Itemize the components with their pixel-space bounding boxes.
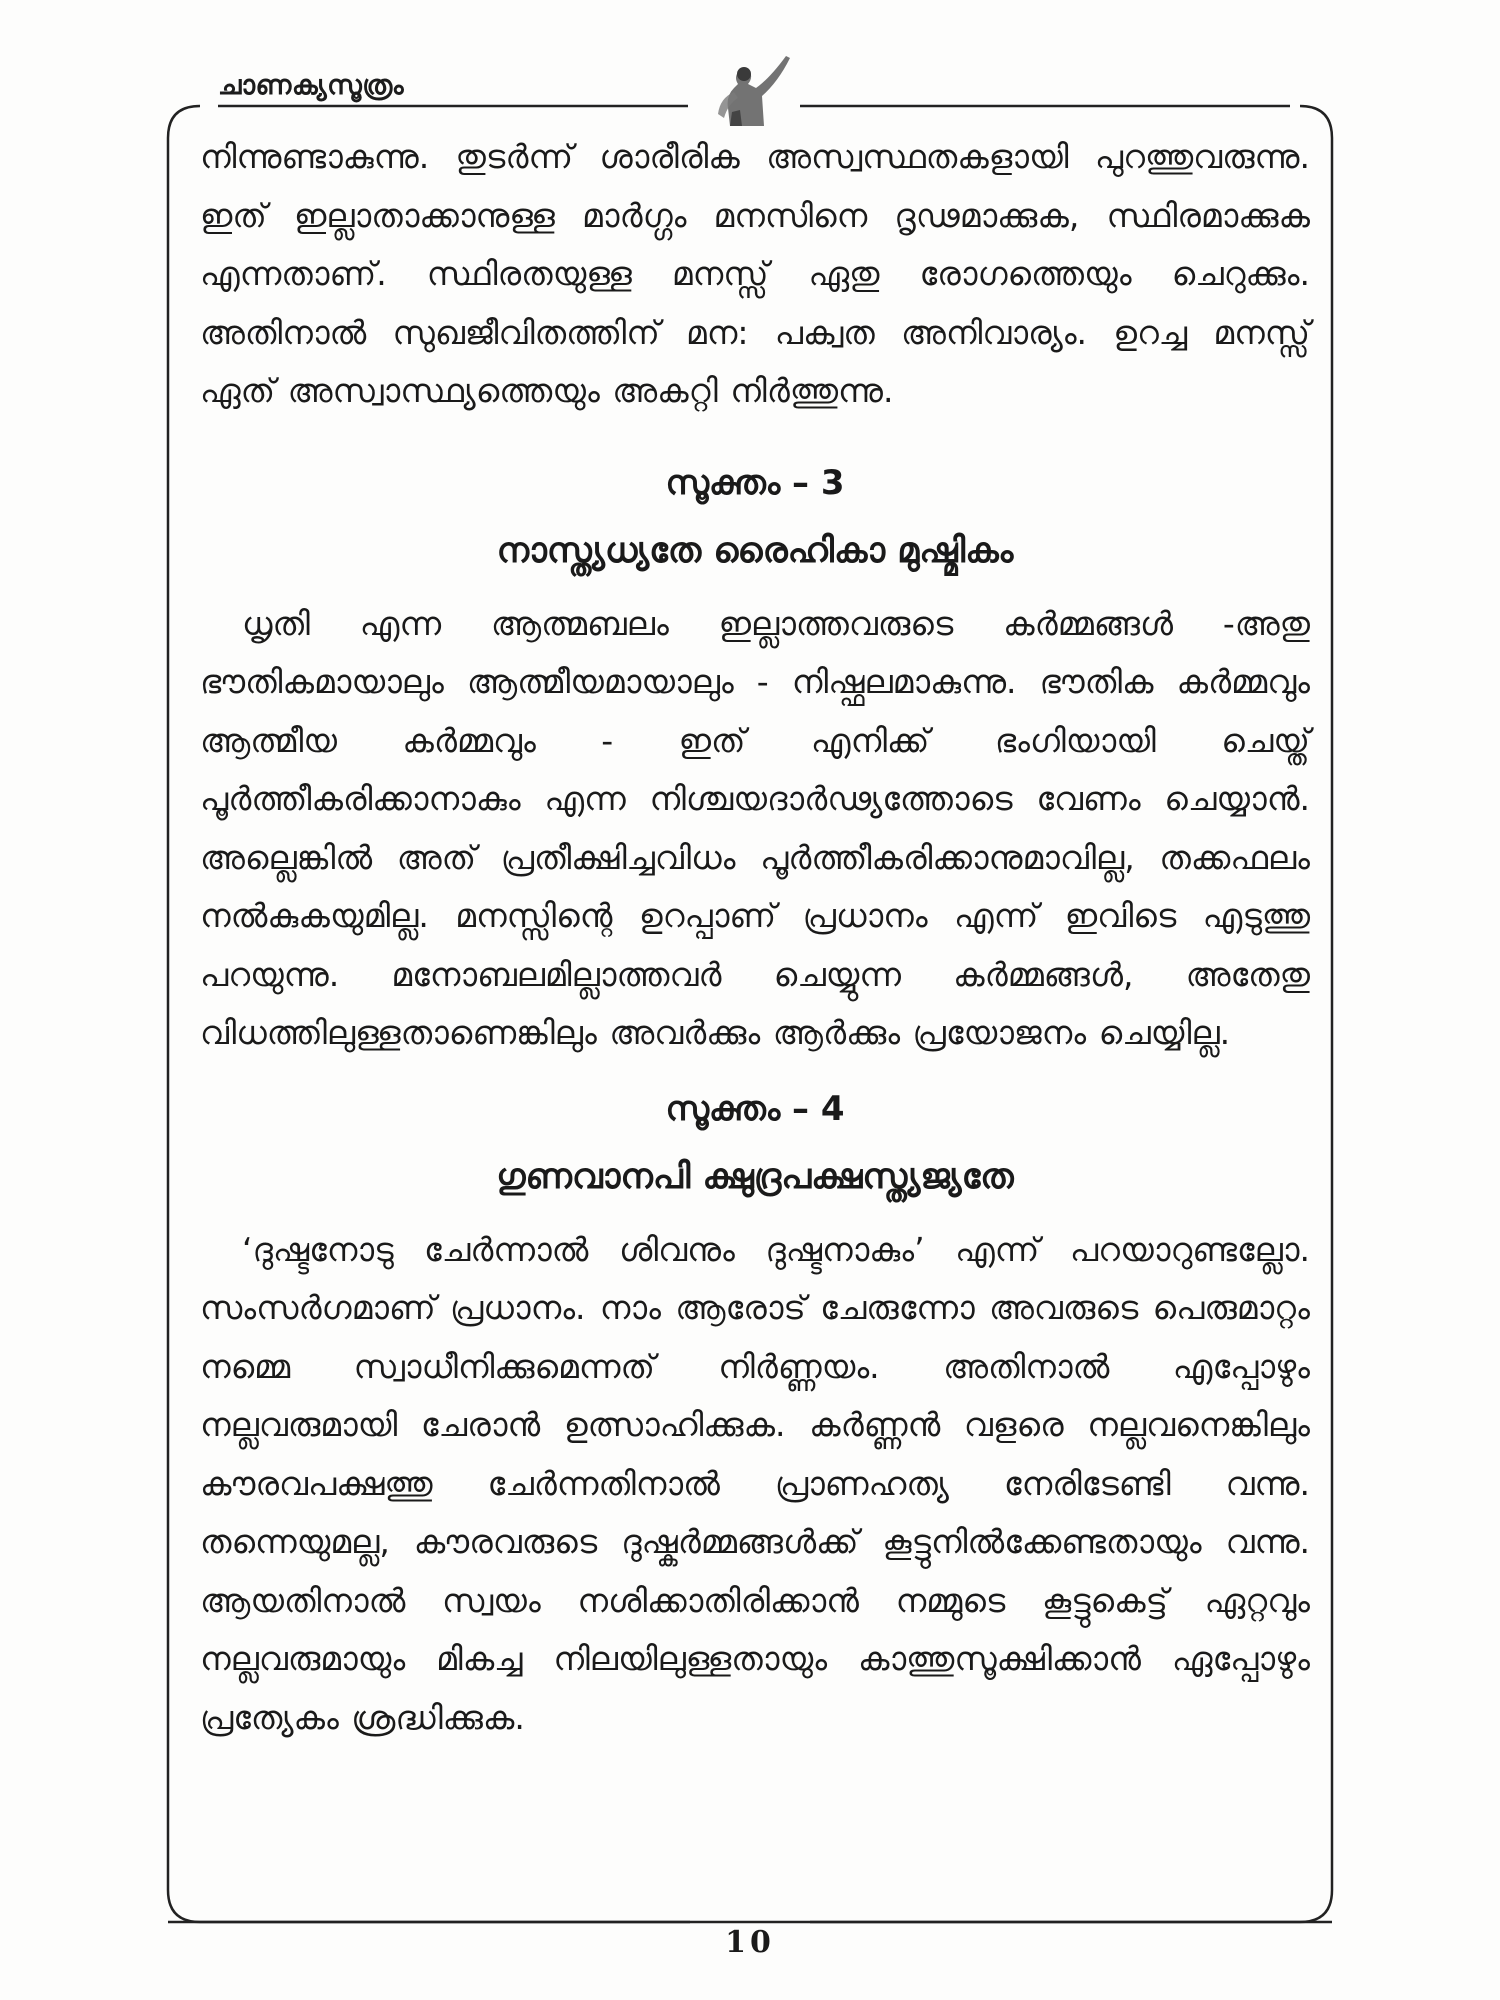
sukta-4-number: സൂക്തം – 4 <box>665 1088 845 1129</box>
sukta-4-title: ഗുണവാനപി ക്ഷുദ്രപക്ഷസ്ത്യജ്യതേ <box>496 1156 1014 1197</box>
chanakya-figure-icon <box>690 48 800 128</box>
book-title: ചാണക്യസൂത്രം <box>218 70 405 101</box>
sukta-3-number: സൂക്തം – 3 <box>665 462 845 503</box>
intro-paragraph: നിന്നുണ്ടാകുന്നു. തുടർന്ന് ശാരീരിക അസ്വസ്ഥതകളായി പുറത്തുവരുന്നു. ഇത് ഇല്ലാതാക്കാനുള്ള മാർഗ്ഗം മനസിനെ ദൃഢമാക്കുക, സ്ഥിരമാക്കുക എന്നതാണ്. സ്ഥിരതയുള്ള മനസ്സ് ഏതു രോഗത്തെയും ചെറുക്കും. അതിനാൽ സുഖജീവിതത്തിന് മന: പക്വത അനിവാര്യം. ഉറച്ച മനസ്സ് ഏത് അസ്വാസ്ഥ്യത്തെയും അകറ്റി നിർത്തുന്നു. <box>200 137 1310 410</box>
sukta-3-title: നാസ്ത്യധ്യതേ രൈഹികാ മുഷ്മികം <box>496 530 1014 571</box>
sukta-4-paragraph: ‘ദുഷ്ടനോടു ചേർന്നാൽ ശിവനും ദുഷ്ടനാകും’ എന്ന് പറയാറുണ്ടല്ലോ. സംസർഗമാണ് പ്രധാനം. നാം ആരോട് ചേരുന്നോ അവരുടെ പെരുമാറ്റം നമ്മെ സ്വാധീനിക്കുമെന്നത് നിർണ്ണയം. അതിനാൽ എപ്പോഴും നല്ലവരുമായി ചേരാൻ ഉത്സാഹിക്കുക. കർണ്ണൻ വളരെ നല്ലവനെങ്കിലും കൗരവപക്ഷത്തു ചേർന്നതിനാൽ പ്രാണഹത്യ നേരിടേണ്ടി വന്നു. തന്നെയുമല്ല, കൗരവരുടെ ദുഷ്കർമ്മങ്ങൾക്ക് കൂട്ടുനിൽക്കേണ്ടതായും വന്നു. ആയതിനാൽ സ്വയം നശിക്കാതിരിക്കാൻ നമ്മുടെ കൂട്ടുകെട്ട് ഏറ്റവും നല്ലവരുമായും മികച്ച നിലയിലുള്ളതായും കാത്തുസൂക്ഷിക്കാൻ ഏപ്പോഴും പ്രത്യേകം ശ്രദ്ധിക്കുക. <box>200 1229 1310 1737</box>
page-number: 10 <box>725 1925 775 1960</box>
sukta-3-paragraph: ധൃതി എന്ന ആത്മബലം ഇല്ലാത്തവരുടെ കർമ്മങ്ങൾ -അതു ഭൗതികമായാലും ആത്മീയമായാലും - നിഷ്ഫലമാകുന്നു. ഭൗതിക കർമ്മവും ആത്മീയ കർമ്മവും - ഇത് എനിക്ക് ഭംഗിയായി ചെയ്ത് പൂർത്തീകരിക്കാനാകും എന്ന നിശ്ചയദാർഢ്യത്തോടെ വേണം ചെയ്യാൻ. അല്ലെങ്കിൽ അത് പ്രതീക്ഷിച്ചവിധം പൂർത്തീകരിക്കാനുമാവില്ല, തക്കഫലം നൽകുകയുമില്ല. മനസ്സിന്റെ ഉറപ്പാണ് പ്രധാനം എന്ന് ഇവിടെ എടുത്തു പറയുന്നു. മനോബലമില്ലാത്തവർ ചെയ്യുന്ന കർമ്മങ്ങൾ, അതേതു വിധത്തിലുള്ളതാണെങ്കിലും അവർക്കും ആർക്കും പ്രയോജനം ചെയ്യില്ല. <box>200 603 1310 1052</box>
page-content <box>200 128 1310 1747</box>
